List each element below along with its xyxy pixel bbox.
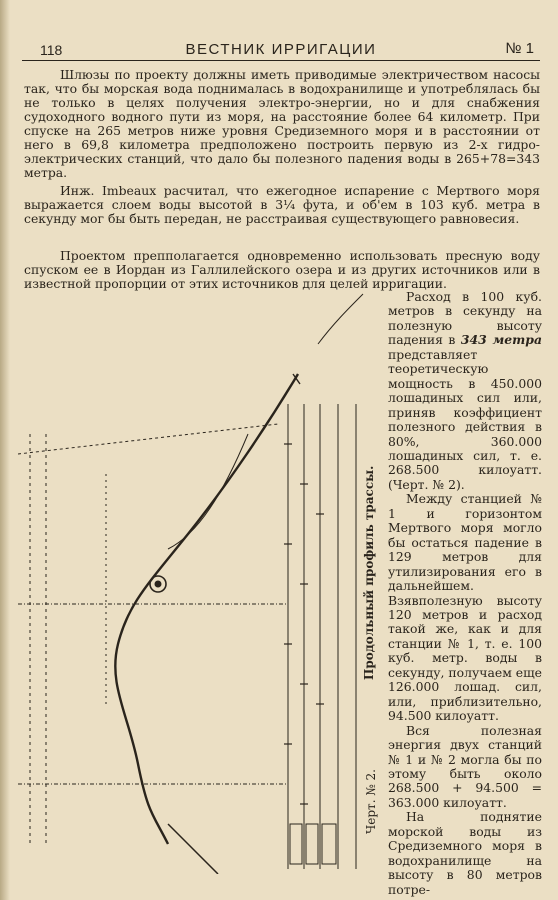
page-header bbox=[22, 36, 540, 61]
figure-caption: Черт. № 2. bbox=[364, 769, 378, 834]
paragraph-total-energy: Вся полезная энергия двух станций № 1 и № 2 могла бы по этому быть около 268.500 + 94.500 = 363.000 килоуатт. bbox=[388, 722, 542, 810]
page-number: 118 bbox=[40, 42, 63, 58]
issue-number: № 1 bbox=[505, 40, 534, 57]
highlight-343-metra: 343 метра bbox=[460, 332, 542, 348]
legend-box-3 bbox=[322, 824, 336, 864]
paragraph-flow-power: Расход в 100 куб. метров в секунду на полезную высоту падения в 343 метра представляет теоретическую мощность в 450.000 лошадиных сил или, приняв коэффициент полезного действия в 80%, 360.000 лошадиных сил, т. е. 268.500 килоуатт. (Черт. № 2). bbox=[388, 289, 542, 492]
legend-box-2 bbox=[306, 824, 318, 864]
terrain-profile-curve bbox=[115, 374, 298, 844]
lower-outflow-curve bbox=[168, 824, 218, 874]
paragraph-pumping: На поднятие морской воды из Средиземного моря в водохранилище на высоту в 80 метров потре- bbox=[388, 809, 542, 897]
profile-vertical-title: Продольный профиль трассы. bbox=[362, 465, 376, 680]
journal-title: ВЕСТНИК ИРРИГАЦИИ bbox=[185, 41, 377, 58]
page-fold-shadow bbox=[0, 0, 10, 900]
paragraph-evaporation: Инж. Imbeaux расчитал, что ежегодное испарение с Мертвого моря выражается слоем воды высотой в 3¼ фута, и об'ем в 103 куб. метра в секунду мог бы быть передан, не расстраивая существующего равновесия. bbox=[24, 183, 540, 226]
datum-line-upper bbox=[18, 424, 278, 454]
right-text-column bbox=[388, 290, 542, 897]
profile-diagram bbox=[18, 284, 368, 874]
paragraph-fresh-water: Проектом препполагается одновременно использовать пресную воду спуском ее в Иордан из Галлилейского озера и из других источников или в известной пропорции от этих источников для целей ирригации. bbox=[24, 248, 540, 291]
paragraph-locks: Шлюзы по проекту должны иметь приводимые электричеством насосы так, что бы морская вода поднималась в водохранилище и употреблялась бы не только в целях получения электро-энергии, но и для снабжения судоходного водного пути из моря, на расстояние более 64 километр. При спуске на 265 метров ниже уровня Средиземного моря и в расстоянии от него в 69,8 километра предположено построить первую из 2-х гидро-электрических станций, что дало бы полезного падения воды в 265+78=343 метра. bbox=[24, 67, 540, 180]
legend-box-1 bbox=[290, 824, 302, 864]
upper-outflow-curve bbox=[318, 294, 363, 344]
canal-curve bbox=[168, 434, 248, 549]
paragraph-station-two: Между станцией № 1 и горизонтом Мертвого моря могло бы остаться падение в 129 метров для утилизирования его в дальнейшем. Взявполезную высоту 120 метров и расход такой же, как и для станции № 1, т. е. 100 куб. метр. воды в секунду, получаем еще 126.000 лошад. сил, или, приблизительно, 94.500 килоуатт. bbox=[388, 491, 542, 724]
